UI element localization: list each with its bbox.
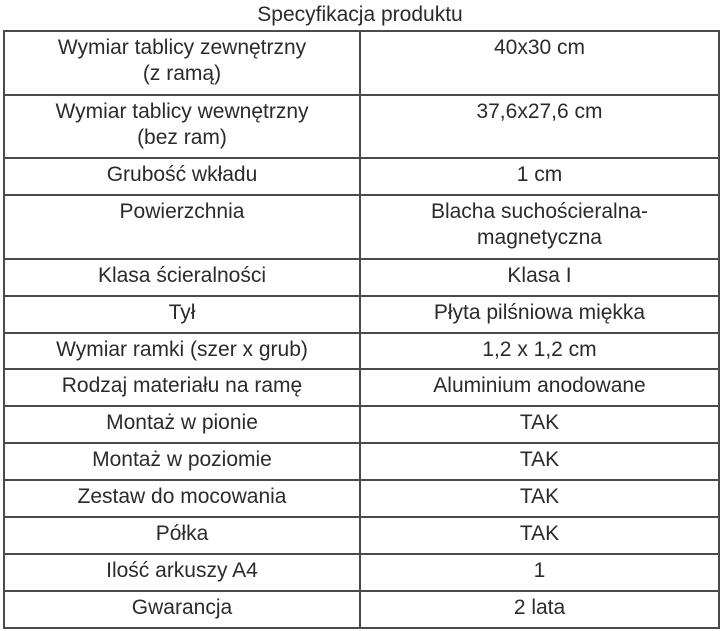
table-row	[4, 369, 719, 406]
spec-label-cell: Wymiar tablicy zewnętrzny (z ramą)	[4, 31, 360, 95]
spec-value-cell: Aluminium anodowane	[360, 369, 719, 406]
spec-label-cell: Montaż w poziomie	[4, 443, 360, 480]
spec-label-cell: Półka	[4, 517, 360, 554]
spec-label-cell: Klasa ścieralności	[4, 259, 360, 296]
spec-value-cell: Klasa I	[360, 259, 719, 296]
spec-label-cell: Montaż w pionie	[4, 406, 360, 443]
spec-table-body	[4, 31, 719, 628]
table-row	[4, 480, 719, 517]
spec-value-cell: 37,6x27,6 cm	[360, 95, 719, 159]
table-row	[4, 591, 719, 628]
spec-value-cell: 40x30 cm	[360, 31, 719, 95]
spec-value-cell: 1,2 x 1,2 cm	[360, 333, 719, 370]
table-row	[4, 406, 719, 443]
spec-value-cell: TAK	[360, 480, 719, 517]
spec-value-cell: TAK	[360, 517, 719, 554]
table-row	[4, 259, 719, 296]
product-spec-table	[3, 30, 720, 629]
spec-label-cell: Grubość wkładu	[4, 158, 360, 195]
spec-label-cell: Zestaw do mocowania	[4, 480, 360, 517]
spec-value-cell: 1	[360, 554, 719, 591]
spec-label-cell: Powierzchnia	[4, 195, 360, 259]
table-row	[4, 443, 719, 480]
spec-value-cell: Blacha suchościeralna- magnetyczna	[360, 195, 719, 259]
spec-label-cell: Ilość arkuszy A4	[4, 554, 360, 591]
spec-label-cell: Tył	[4, 296, 360, 333]
table-row	[4, 517, 719, 554]
table-row	[4, 333, 719, 370]
spec-value-cell: TAK	[360, 406, 719, 443]
spec-label-cell: Gwarancja	[4, 591, 360, 628]
table-row	[4, 95, 719, 159]
spec-label-cell: Wymiar tablicy wewnętrzny (bez ram)	[4, 95, 360, 159]
table-row	[4, 31, 719, 95]
spec-value-cell: TAK	[360, 443, 719, 480]
spec-value-cell: Płyta pilśniowa miękka	[360, 296, 719, 333]
table-caption: Specyfikacja produktu	[257, 3, 463, 26]
spec-value-cell: 1 cm	[360, 158, 719, 195]
spec-label-cell: Wymiar ramki (szer x grub)	[4, 333, 360, 370]
table-row	[4, 554, 719, 591]
spec-label-cell: Rodzaj materiału na ramę	[4, 369, 360, 406]
table-row	[4, 195, 719, 259]
spec-value-cell: 2 lata	[360, 591, 719, 628]
table-row	[4, 158, 719, 195]
table-row	[4, 296, 719, 333]
